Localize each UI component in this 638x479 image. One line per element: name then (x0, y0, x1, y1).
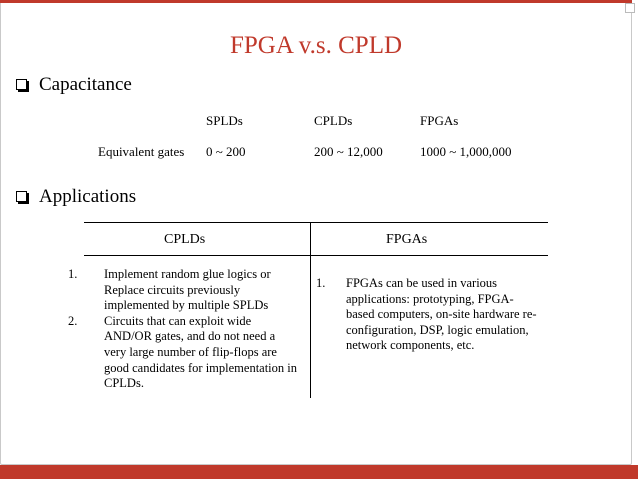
list-text: Circuits that can exploit wide AND/OR gates, and do not need a very large number of flip-flops are good candidates for implementation in CPLDs. (104, 313, 298, 391)
cap-cell: 0 ~ 200 (206, 144, 246, 159)
table-top-rule (84, 222, 548, 223)
cap-row-label: Equivalent gates (98, 144, 185, 159)
list-text: Implement random glue logics or Replace circuits previously implemented by multiple SPLDs (104, 267, 271, 313)
slide-top-border (0, 0, 632, 3)
list-number: 2. (68, 313, 78, 328)
cap-col-header: FPGAs (420, 113, 459, 128)
list-item (68, 314, 300, 392)
checkbox-bullet-icon (16, 191, 27, 202)
slide-title: FPGA v.s. CPLD (229, 32, 403, 59)
col-header-fpgas: FPGAs (386, 232, 428, 247)
cap-cell: 1000 ~ 1,000,000 (420, 144, 512, 159)
checkbox-bullet-icon (16, 79, 27, 90)
list-item (68, 267, 300, 314)
table-header-rule (84, 255, 548, 256)
table-column-divider (310, 223, 311, 398)
bullet-capacitance (16, 74, 132, 96)
slide-bottom-bar (0, 465, 638, 479)
capacitance-heading: Capacitance (39, 74, 132, 95)
list-text: FPGAs can be used in various applications: prototyping, FPGA-based computers, on-site hardware re-configuration, DSP, logic emulation, network components, etc. (346, 276, 537, 353)
list-item (316, 276, 538, 354)
applications-heading: Applications (39, 186, 137, 207)
list-number: 1. (316, 276, 326, 290)
corner-square (625, 3, 635, 13)
fpga-list (316, 276, 538, 354)
cap-col-header: SPLDs (206, 113, 243, 128)
cap-cell: 200 ~ 12,000 (314, 144, 383, 159)
list-number: 1. (68, 267, 78, 281)
cpld-list (68, 267, 300, 392)
cap-col-header: CPLDs (314, 113, 353, 128)
col-header-cplds: CPLDs (164, 232, 206, 247)
bullet-applications (16, 186, 136, 208)
